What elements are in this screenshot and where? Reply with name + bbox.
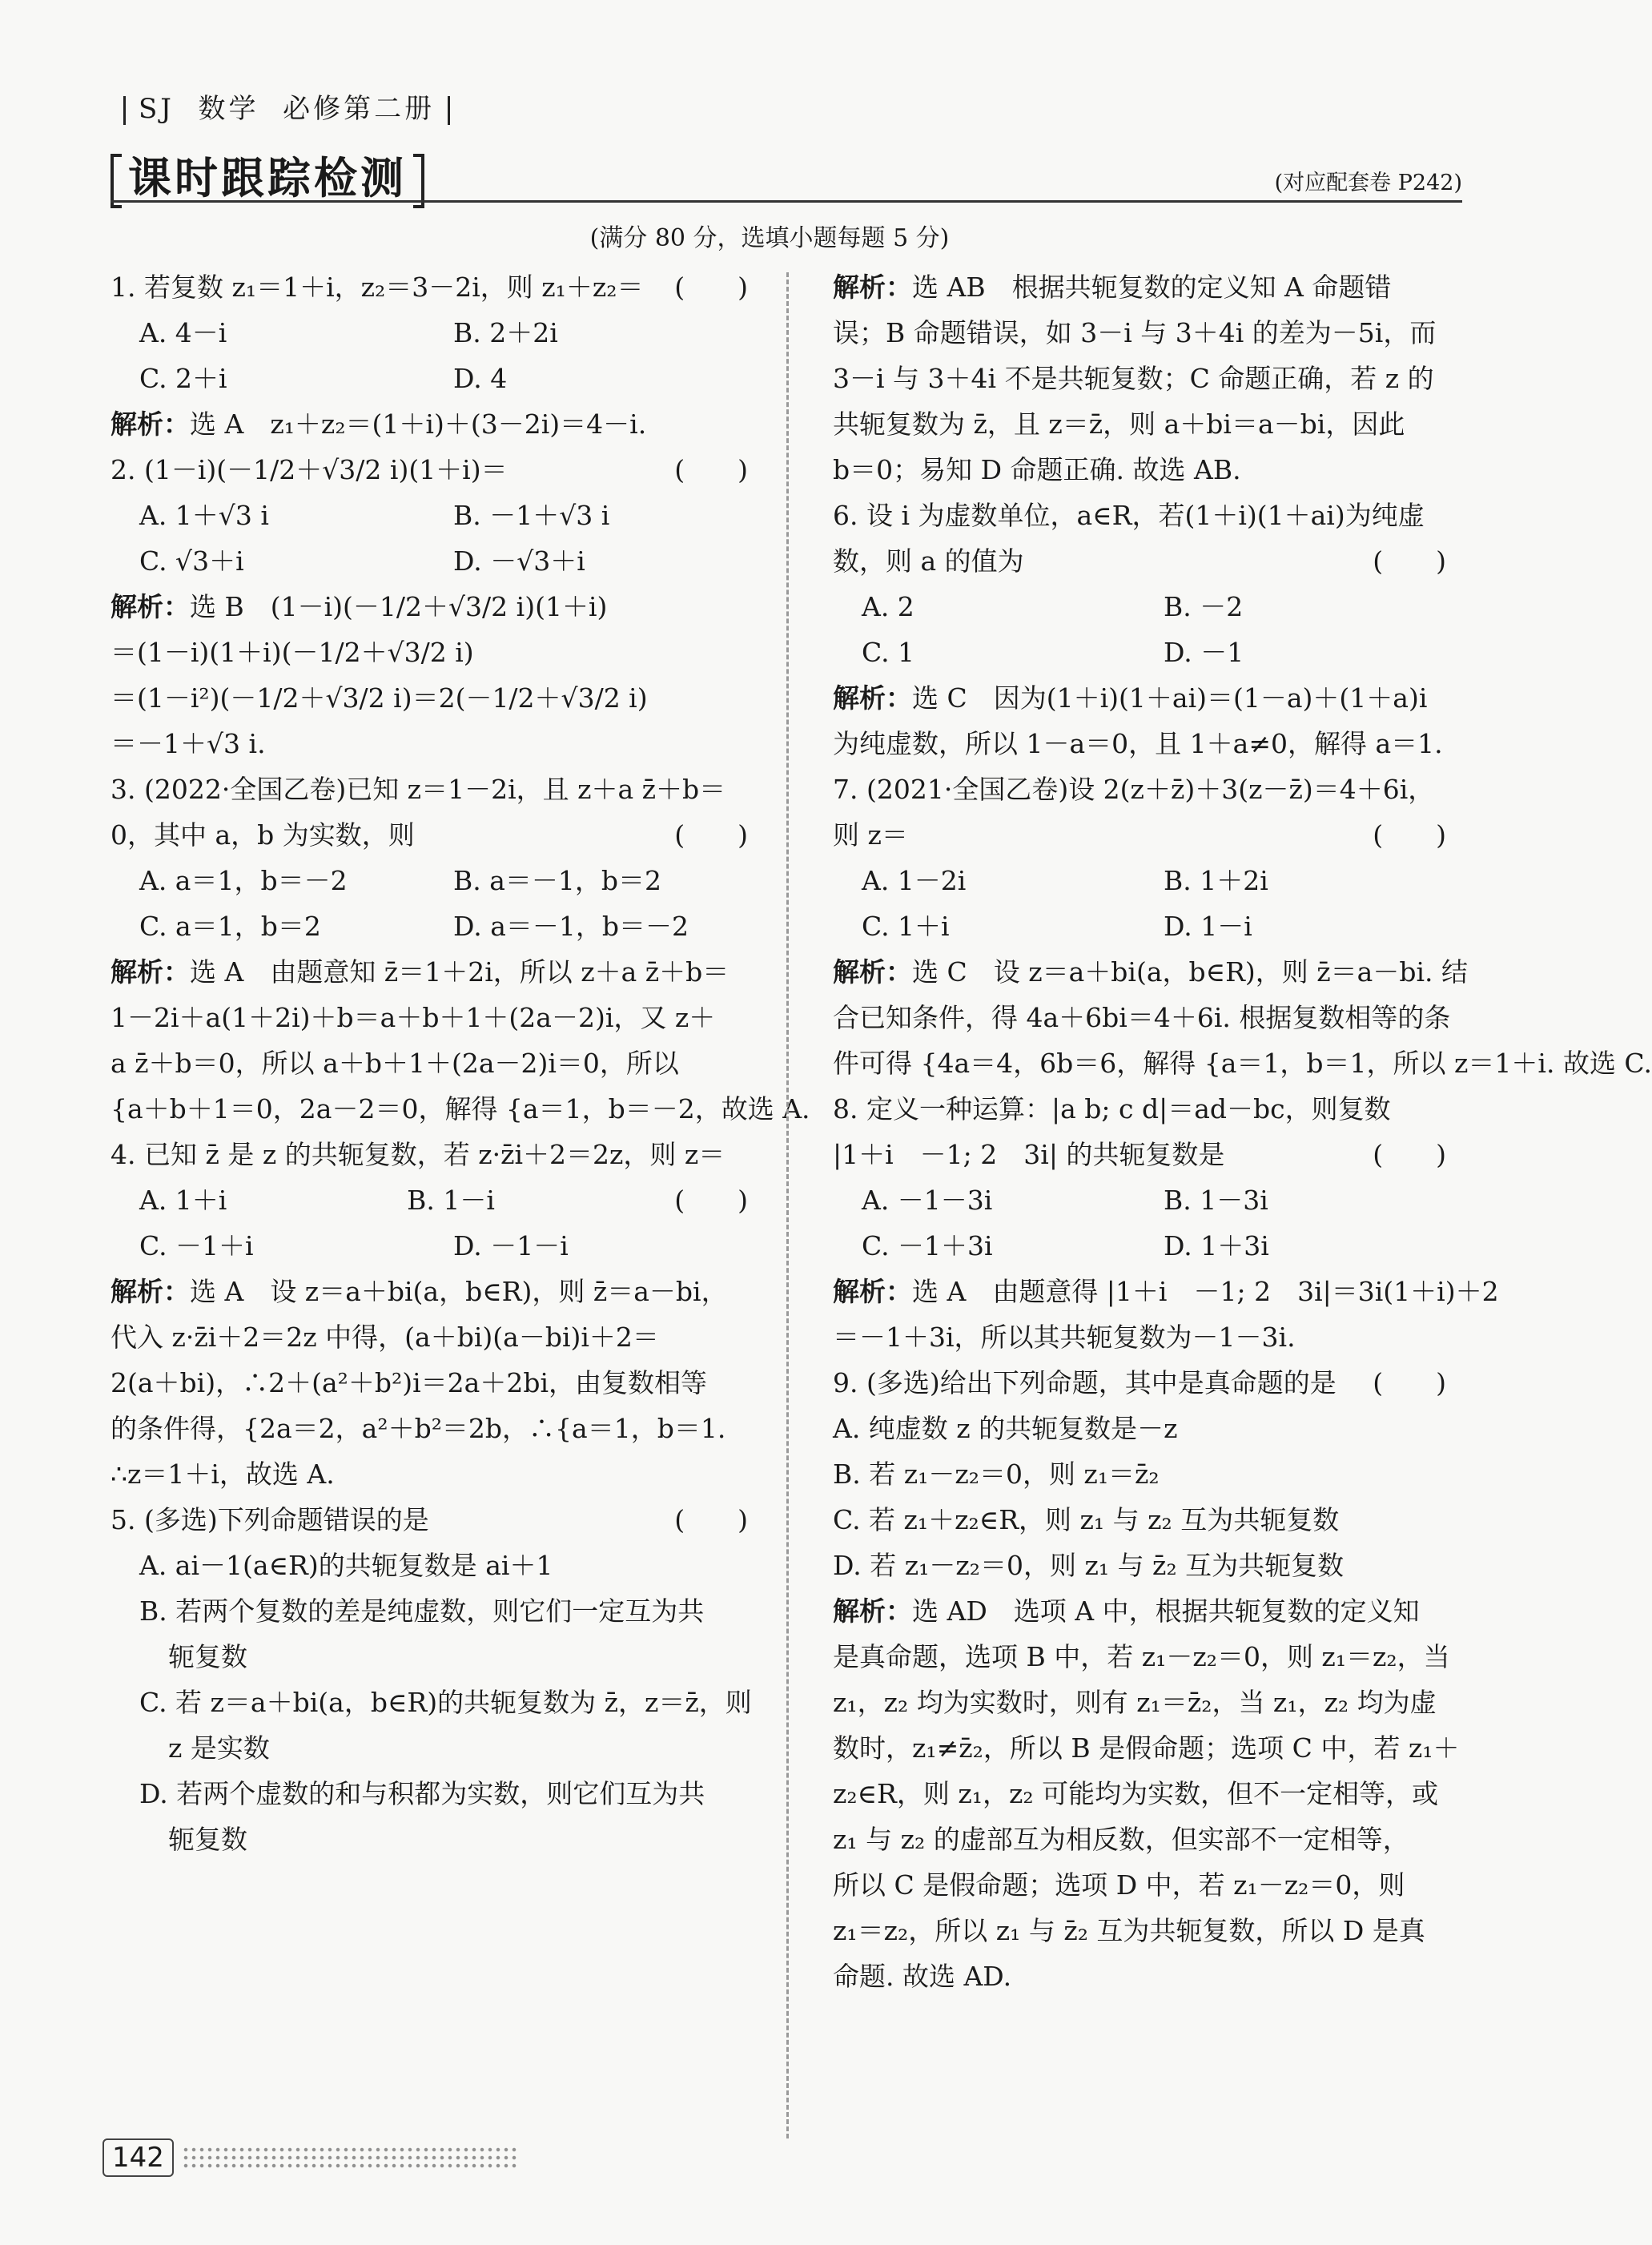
text-line: [833, 1314, 1465, 1360]
line-text: ＝(1－i)(1＋i)(－1/2＋√3/2 i): [111, 637, 474, 668]
line-text: 则 z＝: [833, 819, 908, 851]
solution-label: 解析：: [111, 591, 190, 622]
option-row: [111, 356, 767, 401]
line-text: 选 A z₁＋z₂＝(1＋i)＋(3－2i)＝4－i.: [190, 408, 647, 440]
line-text: 选 AB 根据共轭复数的定义知 A 命题错: [912, 272, 1392, 303]
option-text: A. 1＋√3 i: [139, 500, 269, 531]
line-text: 4. 已知 z̄ 是 z 的共轭复数，若 z·z̄i＋2＝2z，则 z＝: [111, 1139, 726, 1170]
option-row: [111, 538, 767, 584]
solution-label: 解析：: [833, 1276, 912, 1307]
text-line: [111, 766, 767, 812]
line-text: ＝(1－i²)(－1/2＋√3/2 i)＝2(－1/2＋√3/2 i): [111, 682, 648, 714]
solution-line: [833, 264, 1465, 310]
solution-label: 解析：: [833, 272, 912, 303]
line-text: z₁，z₂ 均为实数时，则有 z₁＝z̄₂，当 z₁，z₂ 均为虚: [833, 1687, 1437, 1718]
solution-label: 解析：: [111, 1276, 190, 1307]
line-text: 选 C 因为(1＋i)(1＋ai)＝(1－a)＋(1＋a)i: [912, 682, 1428, 714]
book-header: [111, 87, 463, 126]
text-line: [833, 1451, 1465, 1497]
option-text: B. －2: [1164, 591, 1244, 622]
line-text: 是真命题，选项 B 中，若 z₁－z₂＝0，则 z₁＝z₂，当: [833, 1641, 1450, 1672]
answer-blank: ( ): [674, 1504, 748, 1535]
line-text: 1－2i＋a(1＋2i)＋b＝a＋b＋1＋(2a－2)i，又 z＋: [111, 1002, 716, 1033]
option-row: [833, 858, 1465, 903]
option-text: D. 4: [453, 363, 508, 394]
text-line: [833, 1543, 1465, 1588]
text-line: [111, 1086, 810, 1132]
option-row: [111, 1223, 767, 1269]
answer-blank: ( ): [674, 1185, 748, 1216]
line-text: 命题. 故选 AD.: [833, 1961, 1012, 1992]
solution-label: 解析：: [833, 682, 912, 714]
text-line: [833, 493, 1465, 538]
column-divider: [786, 272, 789, 2138]
option-text: D. －1: [1164, 637, 1244, 668]
text-line: [833, 1360, 1465, 1406]
line-text: 3. (2022·全国乙卷)已知 z＝1－2i，且 z＋a z̄＋b＝: [111, 774, 726, 805]
option-row: [833, 584, 1465, 630]
text-line: [111, 1771, 767, 1817]
option-text: B. 1－3i: [1164, 1185, 1268, 1216]
text-line: [833, 1908, 1465, 1953]
text-line: [111, 1360, 767, 1406]
text-line: [111, 1543, 767, 1588]
text-line: [833, 1406, 1465, 1451]
solution-line: [111, 949, 767, 995]
line-text: 为纯虚数，所以 1－a＝0，且 1＋a≠0，解得 a＝1.: [833, 728, 1443, 759]
option-row: [833, 1223, 1465, 1269]
line-text: 7. (2021·全国乙卷)设 2(z＋z̄)＋3(z－z̄)＝4＋6i，: [833, 774, 1435, 805]
text-line: [833, 1040, 1652, 1086]
option-text: A. 4－i: [139, 317, 227, 348]
option-text: A. －1－3i: [862, 1185, 993, 1216]
line-text: B. 若 z₁－z₂＝0，则 z₁＝z̄₂: [833, 1458, 1160, 1490]
line-text: 的条件得，{2a＝2，a²＋b²＝2b，∴{a＝1，b＝1.: [111, 1413, 726, 1444]
option-text: C. －1＋i: [139, 1230, 254, 1261]
option-row: [111, 1177, 674, 1223]
solution-line: [111, 584, 767, 630]
text-line: [833, 401, 1465, 447]
solution-line: [833, 949, 1468, 995]
option-text: C. 2＋i: [139, 363, 227, 394]
answer-blank: ( ): [1373, 1367, 1446, 1398]
solution-label: 解析：: [111, 956, 190, 988]
line-text: 2. (1－i)(－1/2＋√3/2 i)(1＋i)＝: [111, 454, 508, 485]
answer-blank: ( ): [674, 454, 748, 485]
line-text: 共轭复数为 z̄，且 z＝z̄，则 a＋bi＝a－bi，因此: [833, 408, 1405, 440]
answer-blank: ( ): [1373, 819, 1446, 851]
series-label: SJ: [139, 93, 175, 125]
text-line: [111, 1634, 767, 1680]
reference-note: (对应配套卷 P242): [1274, 171, 1462, 195]
option-text: D. 1－i: [1164, 911, 1252, 942]
line-text: 数时，z₁≠z̄₂，所以 B 是假命题；选项 C 中，若 z₁＋: [833, 1732, 1460, 1764]
text-line: [111, 447, 767, 493]
line-text: 误；B 命题错误，如 3－i 与 3＋4i 的差为－5i，而: [833, 317, 1437, 348]
line-text: 2(a＋bi)，∴2＋(a²＋b²)i＝2a＋2bi，由复数相等: [111, 1367, 707, 1398]
text-line: [833, 1086, 1465, 1132]
text-line: [833, 1634, 1465, 1680]
text-line: [111, 1680, 767, 1725]
option-text: C. －1＋3i: [862, 1230, 993, 1261]
line-text: 轭复数: [168, 1641, 247, 1672]
option-row: [833, 630, 1465, 675]
text-line: [111, 1406, 767, 1451]
solution-label: 解析：: [111, 408, 190, 440]
option-text: B. －1＋√3 i: [453, 500, 610, 531]
text-line: [833, 995, 1465, 1040]
text-line: [833, 538, 1465, 584]
line-text: z 是实数: [168, 1732, 270, 1764]
line-text: 代入 z·z̄i＋2＝2z 中得，(a＋bi)(a－bi)i＋2＝: [111, 1322, 659, 1353]
line-text: 选 A 设 z＝a＋bi(a，b∈R)，则 z̄＝a－bi，: [190, 1276, 728, 1307]
text-line: [833, 1680, 1465, 1725]
line-text: 5. (多选)下列命题错误的是: [111, 1504, 429, 1535]
header-rule: [111, 200, 1462, 203]
line-text: 合已知条件，得 4a＋6bi＝4＋6i. 根据复数相等的条: [833, 1002, 1451, 1033]
line-text: 0，其中 a，b 为实数，则: [111, 819, 415, 851]
text-line: [111, 1314, 767, 1360]
text-line: [111, 1040, 767, 1086]
option-text: A. a＝1，b＝－2: [139, 865, 348, 896]
decorative-dots: [182, 2146, 518, 2170]
option-text: C. a＝1，b＝2: [139, 911, 321, 942]
line-text: 选 AD 选项 A 中，根据共轭复数的定义知: [912, 1595, 1420, 1627]
line-text: A. ai－1(a∈R)的共轭复数是 ai＋1: [139, 1550, 553, 1581]
line-text: z₂∈R，则 z₁，z₂ 可能均为实数，但不一定相等，或: [833, 1778, 1439, 1809]
option-text: B. 2＋2i: [453, 317, 558, 348]
option-text: D. a＝－1，b＝－2: [453, 911, 689, 942]
text-line: [111, 630, 767, 675]
line-text: z₁＝z₂，所以 z₁ 与 z̄₂ 互为共轭复数，所以 D 是真: [833, 1915, 1425, 1946]
solution-line: [111, 1269, 767, 1314]
option-row: [111, 310, 767, 356]
text-line: [833, 1497, 1465, 1543]
solution-line: [833, 675, 1465, 721]
option-text: C. 1＋i: [862, 911, 950, 942]
score-note: (满分 80 分，选填小题每题 5 分): [589, 224, 950, 252]
line-text: z₁ 与 z₂ 的虚部互为相反数，但实部不一定相等，: [833, 1824, 1409, 1855]
line-text: 6. 设 i 为虚数单位，a∈R，若(1＋i)(1＋ai)为纯虚: [833, 500, 1425, 531]
left-column: [111, 264, 810, 1862]
line-text: D. 若两个虚数的和与积都为实数，则它们互为共: [139, 1778, 705, 1809]
text-line: [833, 812, 1465, 858]
option-text: C. 1: [862, 637, 915, 668]
page-footer: [102, 2138, 518, 2177]
line-text: b＝0；易知 D 命题正确. 故选 AB.: [833, 454, 1241, 485]
option-row: [111, 858, 767, 903]
option-row: [111, 903, 767, 949]
line-text: 8. 定义一种运算：|a b; c d|＝ad－bc，则复数: [833, 1093, 1391, 1125]
line-text: 3－i 与 3＋4i 不是共轭复数；C 命题正确，若 z 的: [833, 363, 1434, 394]
option-text: B. 1－i: [407, 1185, 495, 1216]
line-text: 选 B (1－i)(－1/2＋√3/2 i)(1＋i): [190, 591, 608, 622]
line-text: B. 若两个复数的差是纯虚数，则它们一定互为共: [139, 1595, 705, 1627]
text-line: [111, 1817, 767, 1862]
line-text: 9. (多选)给出下列命题，其中是真命题的是: [833, 1367, 1336, 1398]
text-line: [111, 1451, 767, 1497]
option-text: D. －√3＋i: [453, 545, 585, 577]
line-text: 数，则 a 的值为: [833, 545, 1024, 577]
answer-blank: ( ): [1373, 545, 1446, 577]
text-line: [833, 310, 1465, 356]
text-line: [833, 1132, 1465, 1177]
right-column: [833, 264, 1652, 1999]
page-number: 142: [102, 2138, 174, 2177]
text-line: [833, 721, 1465, 766]
line-text: 轭复数: [168, 1824, 247, 1855]
text-line: [111, 675, 767, 721]
line-text: C. 若 z₁＋z₂∈R，则 z₁ 与 z₂ 互为共轭复数: [833, 1504, 1340, 1535]
text-line: [111, 1497, 767, 1543]
option-text: B. a＝－1，b＝2: [453, 865, 662, 896]
book-label: 必修第二册: [283, 93, 436, 125]
text-line: [833, 766, 1465, 812]
line-text: A. 纯虚数 z 的共轭复数是－z: [833, 1413, 1178, 1444]
section-title: 课时跟踪检测: [111, 144, 424, 208]
text-line: [111, 264, 767, 310]
text-line: [111, 1132, 767, 1177]
option-row: [111, 493, 767, 538]
text-line: [833, 1725, 1465, 1771]
subject-label: 数学: [198, 93, 259, 125]
line-text: C. 若 z＝a＋bi(a，b∈R)的共轭复数为 z̄，z＝z̄，则: [139, 1687, 752, 1718]
option-text: C. √3＋i: [139, 545, 244, 577]
line-text: 选 A 由题意得 |1＋i －1; 2 3i|＝3i(1＋i)＋2: [912, 1276, 1499, 1307]
text-line: [111, 1725, 767, 1771]
text-line: [833, 1771, 1465, 1817]
text-line: [833, 1953, 1465, 1999]
line-text: 选 C 设 z＝a＋bi(a，b∈R)，则 z̄＝a－bi. 结: [912, 956, 1468, 988]
option-text: A. 2: [862, 591, 914, 622]
answer-blank: ( ): [1373, 1139, 1446, 1170]
line-text: ∴z＝1＋i，故选 A.: [111, 1458, 335, 1490]
solution-line: [833, 1269, 1499, 1314]
solution-label: 解析：: [833, 1595, 912, 1627]
option-text: B. 1＋2i: [1164, 865, 1268, 896]
line-text: 1. 若复数 z₁＝1＋i，z₂＝3－2i，则 z₁＋z₂＝: [111, 272, 644, 303]
text-line: [833, 1817, 1465, 1862]
line-text: ＝－1＋√3 i.: [111, 728, 266, 759]
text-line: [833, 447, 1465, 493]
text-line: [111, 995, 767, 1040]
answer-blank: ( ): [674, 272, 748, 303]
line-text: a z̄＋b＝0，所以 a＋b＋1＋(2a－2)i＝0，所以: [111, 1048, 679, 1079]
option-text: A. 1－2i: [862, 865, 967, 896]
option-text: D. 1＋3i: [1164, 1230, 1269, 1261]
text-line: [111, 721, 767, 766]
text-line: [111, 1588, 767, 1634]
solution-line: [833, 1588, 1465, 1634]
line-text: {a＋b＋1＝0，2a－2＝0，解得 {a＝1，b＝－2，故选 A.: [111, 1093, 810, 1125]
line-text: 选 A 由题意知 z̄＝1＋2i，所以 z＋a z̄＋b＝: [190, 956, 730, 988]
option-text: D. －1－i: [453, 1230, 569, 1261]
line-text: 件可得 {4a＝4，6b＝6，解得 {a＝1，b＝1，所以 z＝1＋i. 故选 C.: [833, 1048, 1652, 1079]
line-text: D. 若 z₁－z₂＝0，则 z₁ 与 z̄₂ 互为共轭复数: [833, 1550, 1345, 1581]
text-line: [111, 812, 767, 858]
answer-blank: ( ): [674, 819, 748, 851]
line-text: 所以 C 是假命题；选项 D 中，若 z₁－z₂＝0，则: [833, 1869, 1405, 1901]
solution-line: [111, 401, 767, 447]
solution-label: 解析：: [833, 956, 912, 988]
line-text: |1＋i －1; 2 3i| 的共轭复数是: [833, 1139, 1225, 1170]
line-text: ＝－1＋3i，所以其共轭复数为－1－3i.: [833, 1322, 1296, 1353]
option-row: [833, 1177, 1465, 1223]
text-line: [833, 1862, 1465, 1908]
text-line: [833, 356, 1465, 401]
option-text: A. 1＋i: [139, 1185, 227, 1216]
option-row: [833, 903, 1465, 949]
